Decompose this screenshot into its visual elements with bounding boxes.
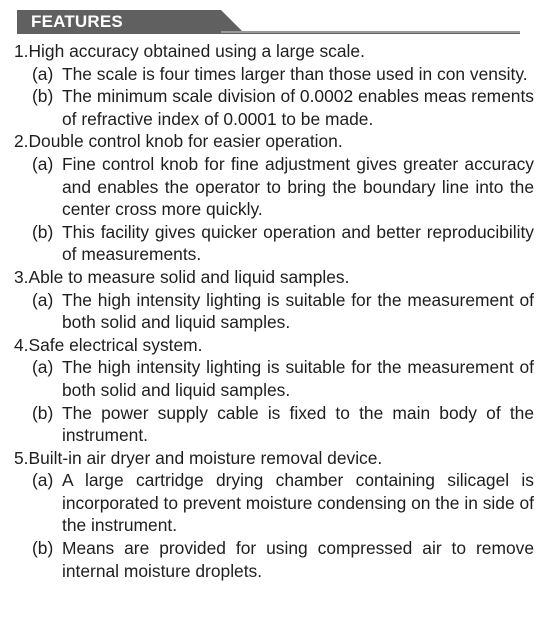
features-list [14,40,534,582]
subitem-text: Fine control knob for fine adjustment gives greater accuracy and enables the operator to bring the boundary line into the center cross more quickly. [62,153,534,220]
subitem-text: A large cartridge drying chamber containing silicagel is incorporated to prevent moisture condensing on the in side of the instrument. [62,470,534,536]
features-header [17,8,520,36]
subitem-text: This facility gives quicker operation and better reproducibility of measurements. [62,221,534,265]
feature-title: 3.Able to measure solid and liquid samples. [14,266,350,287]
feature-subitem [14,63,534,86]
feature-subitem [14,537,534,582]
subitem-text: The scale is four times larger than those used in con vensity. [62,63,528,84]
subitem-text: The minimum scale division of 0.0002 enables meas rements of refractive index of 0.0001 to be made. [62,86,534,129]
subitem-marker: (a) [32,357,54,378]
subitem-marker: (b) [32,86,54,107]
subitem-marker: (a) [32,63,54,84]
subitem-text: Means are provided for using compressed air to remove internal moisture droplets. [62,538,534,581]
feature-title: 1.High accuracy obtained using a large scale. [14,41,365,61]
subitem-text: The power supply cable is fixed to the main body of the instrument. [62,402,534,446]
subitem-text: The high intensity lighting is suitable for the measurement of both solid and liquid samples. [62,289,534,333]
feature-title: 4.Safe electrical system. [14,334,203,355]
subitem-marker: (a) [32,153,54,174]
subitem-marker: (b) [32,538,54,559]
feature-title: 2.Double control knob for easier operation. [14,131,343,152]
feature-item [14,334,534,447]
feature-title: 5.Built-in air dryer and moisture removal device. [14,447,383,468]
subitem-marker: (a) [32,289,54,310]
feature-subitem [14,469,534,537]
feature-subitem [14,289,534,334]
subitem-marker: (a) [32,470,54,491]
feature-item [14,130,534,266]
feature-item [14,266,534,334]
feature-subitem [14,221,534,266]
section-title: FEATURES [31,12,123,31]
feature-item [14,447,534,583]
feature-subitem [14,402,534,447]
subitem-marker: (b) [32,402,54,423]
feature-subitem [14,356,534,401]
subitem-text: The high intensity lighting is suitable for the measurement of both solid and liquid samples. [62,357,534,400]
subitem-marker: (b) [32,221,54,242]
feature-subitem [14,85,534,130]
feature-item [14,40,534,130]
feature-subitem [14,153,534,221]
